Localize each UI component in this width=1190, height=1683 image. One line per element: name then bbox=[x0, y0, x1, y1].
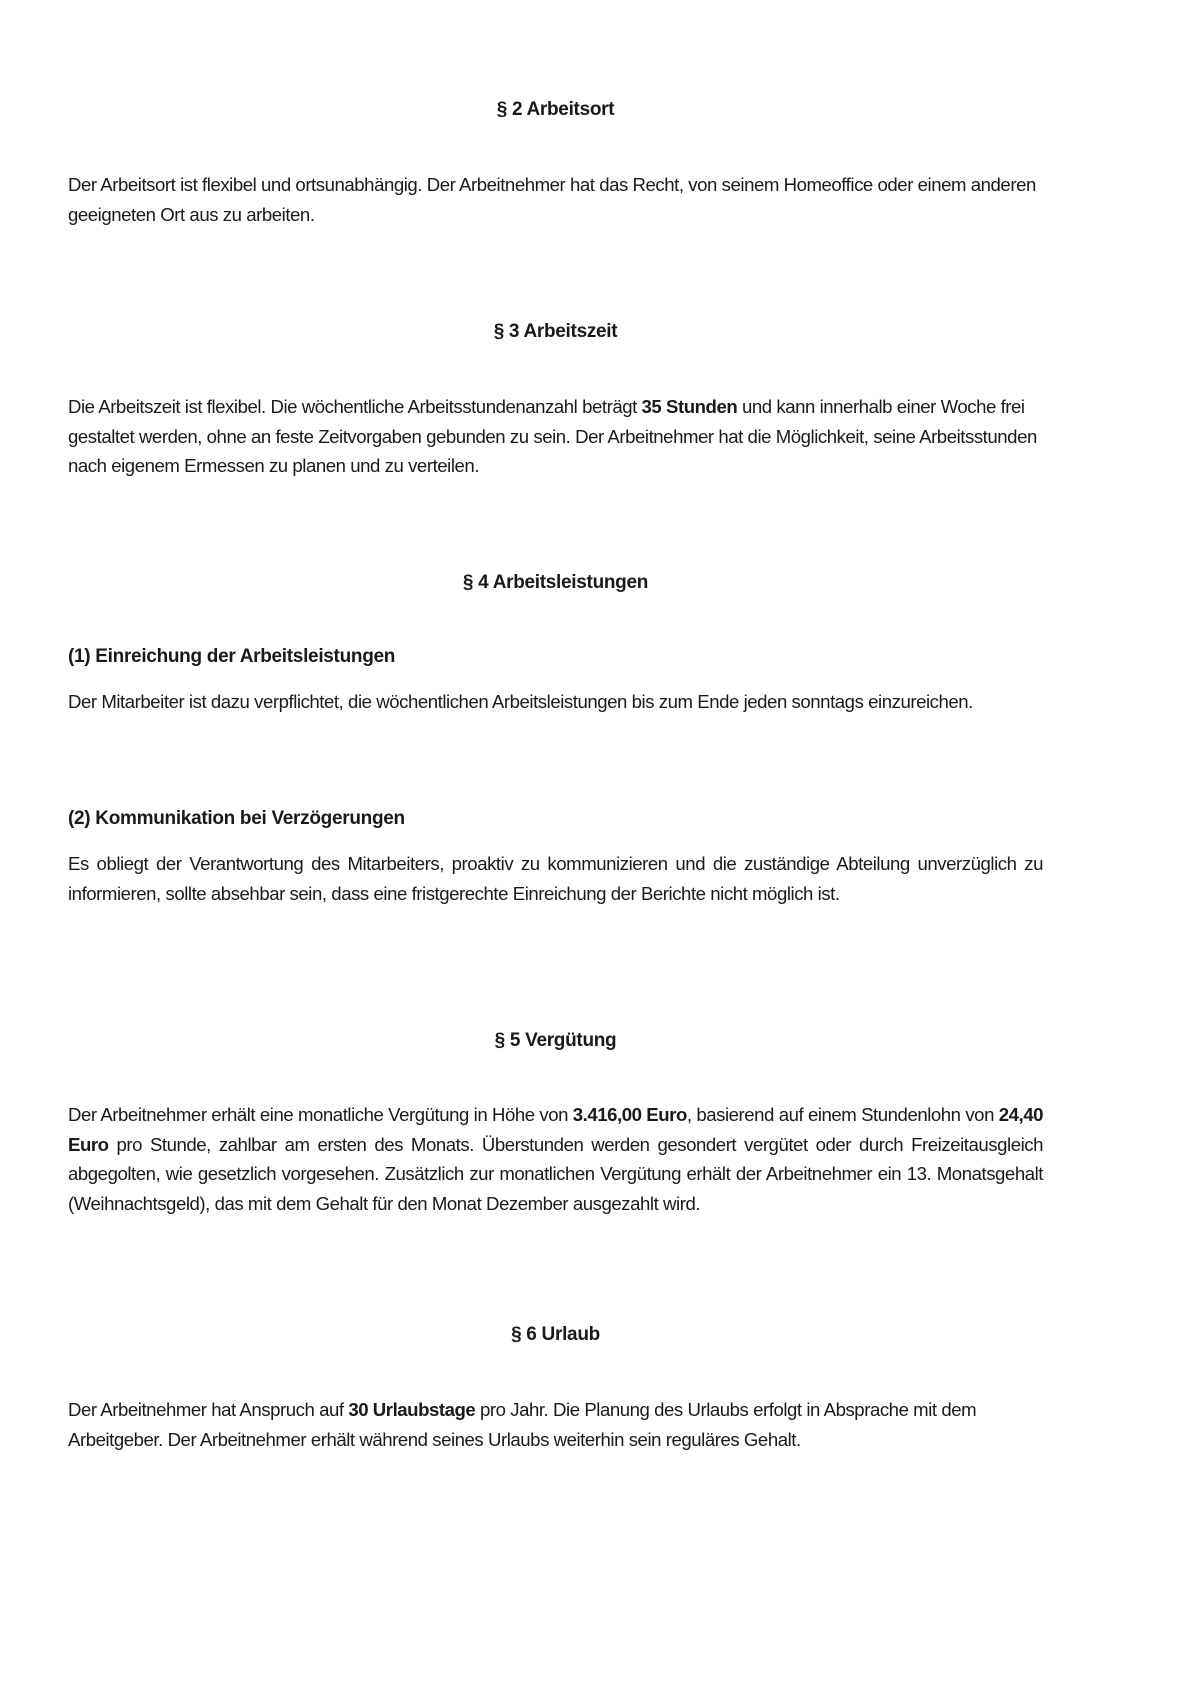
section-3-heading: § 3 Arbeitszeit bbox=[493, 321, 618, 342]
section-6-text-before: Der Arbeitnehmer hat Anspruch auf bbox=[68, 1399, 349, 1420]
section-5-text-1: Der Arbeitnehmer erhält eine monatliche Vergütung in Höhe von bbox=[68, 1104, 573, 1125]
section-6-text-after: pro Jahr. Die Planung des Urlaubs erfolgt in Absprache mit dem Arbeitgeber. Der Arbeitnehmer erhält während seines Urlaubs weiterhin sein reguläres Gehalt. bbox=[68, 1399, 977, 1450]
section-5-paragraph bbox=[68, 1100, 1043, 1218]
weekly-hours-value: 35 Stunden bbox=[641, 396, 738, 417]
vacation-days-value: 30 Urlaubstage bbox=[348, 1399, 476, 1420]
section-3-paragraph bbox=[68, 392, 1043, 481]
hourly-wage-value: 24,40 Euro bbox=[68, 1104, 1043, 1155]
section-2-heading: § 2 Arbeitsort bbox=[496, 99, 615, 120]
section-2-paragraph: Der Arbeitsort ist flexibel und ortsunabhängig. Der Arbeitnehmer hat das Recht, von seinem Homeoffice oder einem anderen geeigneten Ort aus zu arbeiten. bbox=[68, 174, 1036, 225]
section-6-paragraph bbox=[68, 1395, 1043, 1454]
section-3-text-after: und kann innerhalb einer Woche frei gestaltet werden, ohne an feste Zeitvorgaben gebunden zu sein. Der Arbeitnehmer hat die Möglichkeit, seine Arbeitsstunden nach eigenem Ermessen zu planen und zu verteilen. bbox=[68, 396, 1037, 476]
section-4-sub2-paragraph: Es obliegt der Verantwortung des Mitarbeiters, proaktiv zu kommunizieren und die zuständige Abteilung unverzüglich zu informieren, sollte absehbar sein, dass eine fristgerechte Einreichung der Berichte nicht möglich ist. bbox=[68, 853, 1043, 904]
monthly-salary-value: 3.416,00 Euro bbox=[572, 1104, 687, 1125]
section-5-heading: § 5 Vergütung bbox=[494, 1030, 617, 1051]
section-4-sub1-paragraph: Der Mitarbeiter ist dazu verpflichtet, die wöchentlichen Arbeitsleistungen bis zum Ende jeden sonntags einzureichen. bbox=[68, 691, 973, 712]
section-5-text-3: pro Stunde, zahlbar am ersten des Monats. Überstunden werden gesondert vergütet oder durch Freizeitausgleich abgegolten, wie gesetzlich vorgesehen. Zusätzlich zur monatlichen Vergütung erhält der Arbeitnehmer ein 13. Monatsgehalt (Weihnachtsgeld), das mit dem Gehalt für den Monat Dezember ausgezahlt wird. bbox=[68, 1133, 1043, 1214]
section-4-sub2-heading: (2) Kommunikation bei Verzögerungen bbox=[68, 808, 405, 829]
section-3-text-before: Die Arbeitszeit ist flexibel. Die wöchentliche Arbeitsstundenanzahl beträgt bbox=[68, 396, 642, 417]
section-5-text-2: , basierend auf einem Stundenlohn von bbox=[686, 1104, 999, 1125]
section-4-heading: § 4 Arbeitsleistungen bbox=[462, 572, 649, 593]
section-6-heading: § 6 Urlaub bbox=[511, 1324, 600, 1345]
section-4-sub1-heading: (1) Einreichung der Arbeitsleistungen bbox=[68, 646, 396, 667]
